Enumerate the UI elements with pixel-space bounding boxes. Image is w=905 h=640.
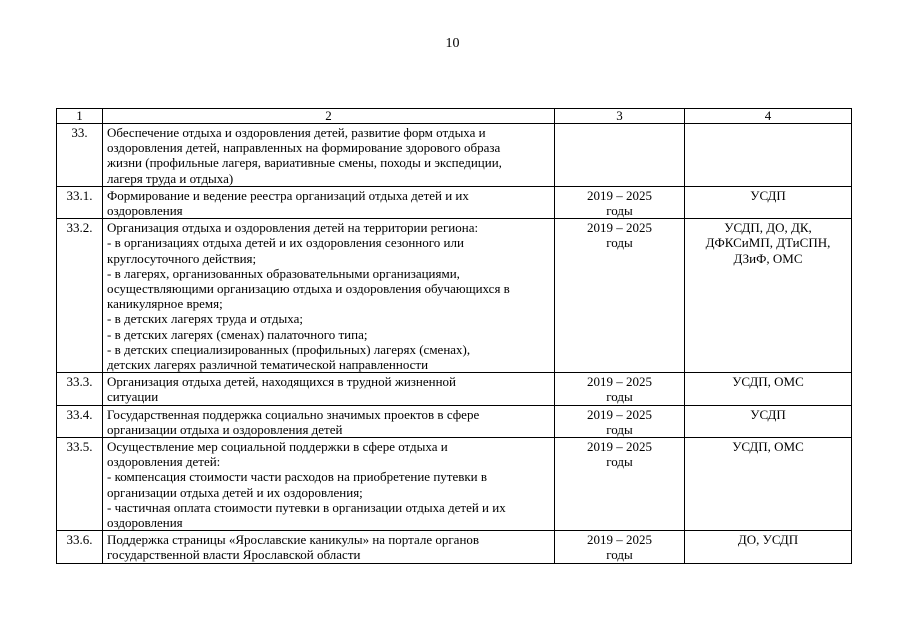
item-number: 33.1. [57,186,103,218]
responsible-executors [685,186,852,218]
implementation-period-line: годы [606,389,633,405]
activity-description [103,438,555,531]
responsible-executors-line: ДФКСиМП, ДТиСПН, [705,235,831,251]
implementation-period [555,531,685,563]
activity-description-line: оздоровления [107,515,183,531]
activity-description-line: - в детских лагерях труда и отдыха; [107,311,303,327]
activity-description-line: ситуации [107,389,159,405]
activity-description-line: детских лагерях различной тематической направленности [107,357,429,373]
column-header-1: 1 [57,109,103,124]
responsible-executors [685,373,852,405]
implementation-period-line: годы [606,454,633,470]
table-row [57,438,852,531]
implementation-period-line: годы [606,235,633,251]
activity-description-line: государственной власти Ярославской области [107,547,361,563]
activity-description-line: - компенсация стоимости части расходов на приобретение путевки в [107,469,488,485]
table-row [57,405,852,437]
responsible-executors [685,438,852,531]
responsible-executors-line: ДЗиФ, ОМС [733,250,803,266]
responsible-executors-line: УСДП [750,406,786,422]
activity-description-line: Организация отдыха и оздоровления детей на территории региона: [107,220,479,236]
table-row [57,531,852,563]
responsible-executors [685,531,852,563]
implementation-period-line: годы [606,421,633,437]
activity-description-line: - в организациях отдыха детей и их оздоровления сезонного или [107,235,464,251]
column-header-3: 3 [555,109,685,124]
implementation-period-line: годы [606,203,633,219]
activity-description-line: Осуществление мер социальной поддержки в сфере отдыха и [107,439,448,455]
item-number: 33.2. [57,219,103,373]
implementation-period [555,405,685,437]
activity-description [103,531,555,563]
implementation-period [555,438,685,531]
activity-description [103,219,555,373]
page-number: 10 [445,36,460,51]
item-number: 33.6. [57,531,103,563]
responsible-executors-line: УСДП, ДО, ДК, [724,220,812,236]
implementation-period-line: 2019 – 2025 [587,532,652,548]
activity-description-line: оздоровления детей, направленных на формирование здорового образа [107,140,501,156]
activity-description-line: лагеря труда и отдыха) [107,170,234,186]
activity-description-line: - частичная оплата стоимости путевки в организации отдыха детей и их [107,499,506,515]
implementation-period-line: 2019 – 2025 [587,439,652,455]
table-row [57,124,852,187]
implementation-period-line: 2019 – 2025 [587,220,652,236]
implementation-period-line: 2019 – 2025 [587,374,652,390]
activity-description-line: Поддержка страницы «Ярославские каникулы» на портале органов [107,532,480,548]
implementation-period [555,219,685,373]
implementation-period-line: 2019 – 2025 [587,187,652,203]
activity-description-line: Обеспечение отдыха и оздоровления детей, развитие форм отдыха и [107,125,486,140]
activity-description-line: круглосуточного действия; [107,250,257,266]
responsible-executors-line: УСДП, ОМС [732,374,804,390]
activity-description-line: жизни (профильные лагеря, вариативные смены, походы и экспедиции, [107,155,502,171]
activity-description-line: осуществляющими организацию отдыха и оздоровления обучающихся в [107,281,510,297]
responsible-executors [685,124,852,187]
activity-description-line: Организация отдыха детей, находящихся в трудной жизненной [107,374,457,390]
table-row [57,373,852,405]
activity-description-line: Государственная поддержка социально значимых проектов в сфере [107,406,480,422]
implementation-period [555,373,685,405]
table-header-row [57,109,852,124]
activity-description [103,373,555,405]
activity-description-line: - в детских специализированных (профильных) лагерях (сменах), [107,341,471,357]
activities-table [56,108,852,564]
item-number: 33.5. [57,438,103,531]
table-row [57,186,852,218]
column-header-2: 2 [103,109,555,124]
activity-description-line: организации отдыха детей и их оздоровления; [107,484,363,500]
implementation-period [555,186,685,218]
column-header-4: 4 [685,109,852,124]
responsible-executors-line: УСДП, ОМС [732,439,804,455]
responsible-executors [685,405,852,437]
item-number: 33.3. [57,373,103,405]
activity-description [103,124,555,187]
item-number: 33. [57,124,103,187]
responsible-executors [685,219,852,373]
responsible-executors-line: УСДП [750,187,786,203]
activity-description-line: - в лагерях, организованных образовательными организациями, [107,265,460,281]
activity-description-line: оздоровления [107,203,183,219]
table-row [57,219,852,373]
implementation-period [555,124,685,187]
activity-description [103,186,555,218]
activity-description [103,405,555,437]
activity-description-line: оздоровления детей: [107,454,221,470]
activity-description-line: каникулярное время; [107,296,223,312]
activity-description-line: - в детских лагерях (сменах) палаточного типа; [107,326,368,342]
implementation-period-line: 2019 – 2025 [587,406,652,422]
item-number: 33.4. [57,405,103,437]
activity-description-line: организации отдыха и оздоровления детей [107,421,343,437]
implementation-period-line: годы [606,547,633,563]
responsible-executors-line: ДО, УСДП [737,532,799,548]
activity-description-line: Формирование и ведение реестра организаций отдыха детей и их [107,187,469,203]
